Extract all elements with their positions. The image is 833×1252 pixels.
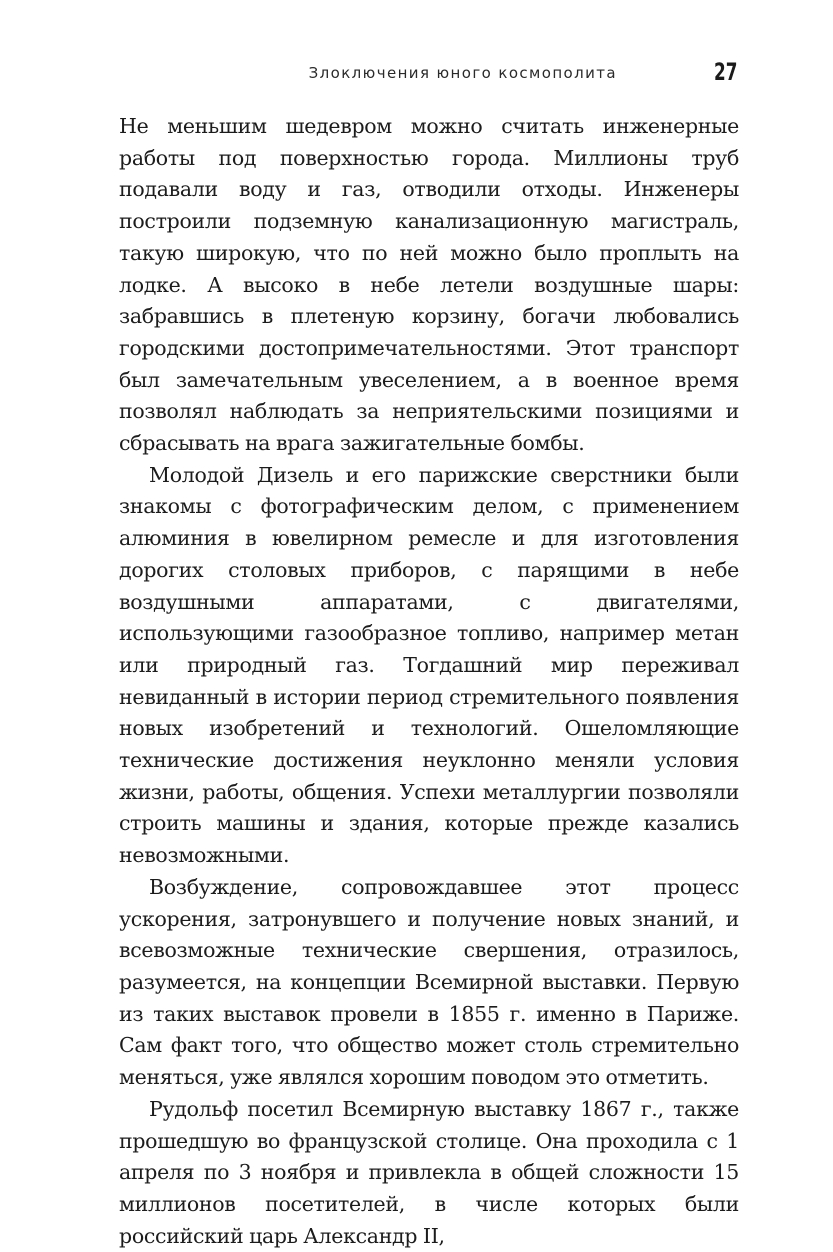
page-number: 27 — [713, 58, 737, 86]
paragraph-4: Рудольф посетил Всемирную выставку 1867 г., также прошедшую во французской столице. Она проходила с 1 апреля по 3 ноября и привлекла в общей сложности 15 миллионов посетителей, в числе которых были российский царь Александр II, — [119, 1096, 739, 1248]
running-head — [120, 58, 737, 94]
paragraph-3: Возбуждение, сопровождавшее этот процесс ускорения, затронувшего и получение новых знаний, и всевозможные технические свершения, отразилось, разумеется, на концепции Всемирной выставки. Первую из таких выставок провели в 1855 г. именно в Париже. Сам факт того, что общество может столь стремительно меняться, уже являлся хорошим поводом это отметить. — [119, 874, 739, 1090]
body-text — [119, 111, 739, 1252]
paragraph-2: Молодой Дизель и его парижские сверстники были знакомы с фотографическим делом, с применением алюминия в ювелирном ремесле и для изготовления дорогих столовых приборов, с парящими в небе воздушными аппаратами, с двигателями, использующими газообразное топливо, например метан или природный газ. Тогдашний мир переживал невиданный в истории период стремительного появления новых изобретений и технологий. Ошеломляющие технические достижения неуклонно меняли условия жизни, работы, общения. Успехи металлургии позволяли строить машины и здания, которые прежде казались невозможными. — [119, 462, 739, 868]
running-title: Злоключения юного космополита — [308, 64, 617, 82]
paragraph-1: Не меньшим шедевром можно считать инженерные работы под поверхностью города. Миллионы труб подавали воду и газ, отводили отходы. Инженеры построили подземную канализационную магистраль, такую широкую, что по ней можно было проплыть на лодке. А высоко в небе летели воздушные шары: забравшись в плетеную корзину, богачи любовались городскими достопримечательностями. Этот транспорт был замечательным увеселением, а в военное время позволял наблюдать за неприятельскими позициями и сбрасывать на врага зажигательные бомбы. — [119, 114, 739, 456]
